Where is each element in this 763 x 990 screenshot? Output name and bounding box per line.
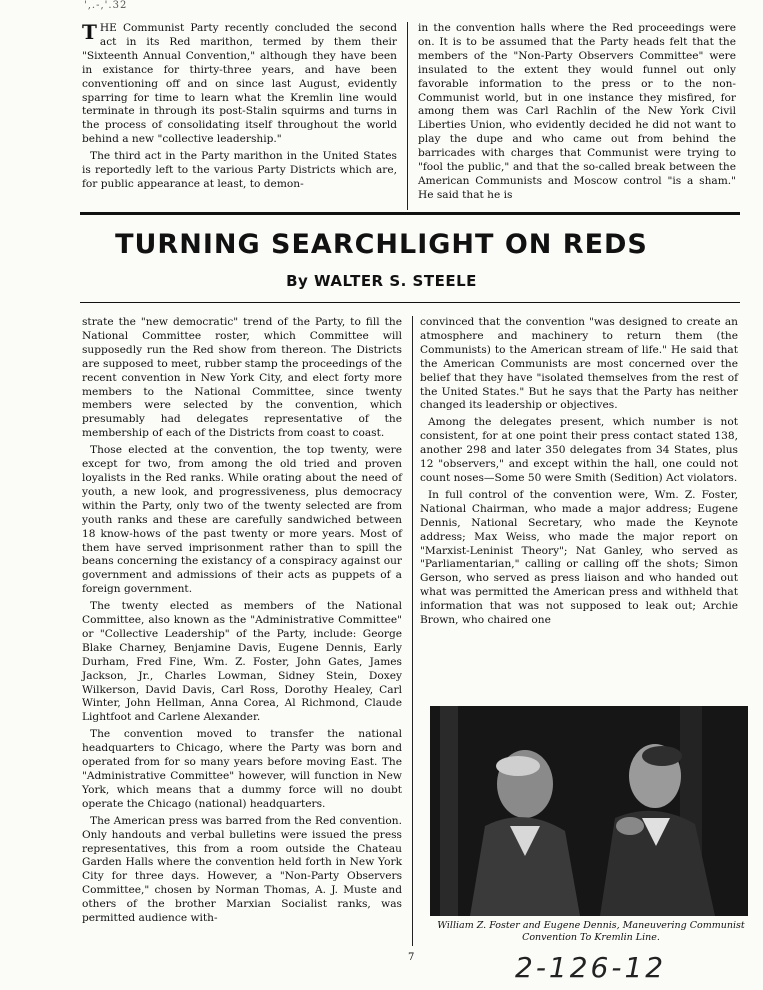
left-paragraph-2: Those elected at the convention, the top twenty, were except for two, from among the old tried and proven loyalists in the Red ranks. While orating about the need of youth, a new look, and progressiveness, plus democracy within the Party, only two of the twenty selected are from youth ranks and these are carefully sandwiched between 18 know-hows of the past twenty or more years. Most of them have served imprisonment rather than to spill the beans concerning the existancy of a conspiracy against our government and admissions of their acts as puppets of a foreign government. [82, 444, 402, 596]
top-left-column [82, 22, 397, 192]
section-rule [80, 212, 740, 215]
top-margin-mark: ',.-,'.32 [84, 0, 128, 11]
right-paragraph-3: In full control of the convention were, Wm. Z. Foster, National Chairman, who made a major address; Eugene Dennis, National Secretary, who made the Keynote address; Max Weiss, who made the major report on "Marxist-Leninist Theory"; Nat Ganley, who served as "Parliamentarian," calling or calling off the shots; Simon Gerson, who served as press liaison and who handed out what was permitted the American press and withheld that information that was not supposed to leak out; Archie Brown, who chaired one [420, 488, 738, 627]
right-paragraph-1: convinced that the convention "was designed to create an atmosphere and machinery to return them (the Communists) to the American stream of life." He said that the American Communists are most concerned over the belief that they have "isolated themselves from the rest of the United States." But he says that the Party has neither changed its leadership or objectives. [420, 316, 738, 412]
photo-caption: William Z. Foster and Eugene Dennis, Maneuvering Communist Convention To Kremlin Line. [437, 920, 745, 943]
photo-illustration [430, 706, 748, 916]
article-left-column [82, 316, 402, 926]
left-paragraph-5: The American press was barred from the Red convention. Only handouts and verbal bulletins were issued the press representatives, this from a room outside the Chateau Garden Halls where the convention held forth in New York City for three days. However, a "Non-Party Observers Committee," chosen by Norman Thomas, A. J. Muste and others of the brother Marxian Socialist ranks, was permitted audience with- [82, 814, 402, 925]
top-right-column [418, 22, 736, 203]
article-right-column [420, 316, 738, 628]
byline-rule [80, 302, 740, 303]
left-paragraph-4: The convention moved to transfer the national headquarters to Chicago, where the Party was born and operated from for so many years before moving East. The "Administrative Committee" however, will function in New York, which means that a dummy force will no doubt operate the Chicago (national) headquarters. [82, 728, 402, 810]
top-column-divider [407, 22, 408, 210]
article-column-divider [412, 316, 413, 946]
left-paragraph-3: The twenty elected as members of the National Committee, also known as the "Administrative Committee" or "Collective Leadership" of the Party, include: George Blake Charney, Benjamine Davis, Eugene Dennis, Early Durham, Fred Fine, Wm. Z. Foster, John Gates, James Jackson, Jr., Charles Lowman, Sidney Stein, Doxey Wilkerson, David Davis, Carl Ross, Dorothy Healey, Carl Winter, John Hellman, Anna Corea, Al Richmond, Claude Lightfoot and Carlene Alexander. [82, 600, 402, 724]
article-headline: TURNING SEARCHLIGHT ON REDS [115, 229, 648, 260]
convention-photo [430, 706, 748, 916]
top-left-paragraph-2: The third act in the Party marithon in the United States is reportedly left to the various Party Districts which are, for public appearance at least, to demon- [82, 150, 397, 190]
top-left-paragraph-1: HE Communist Party recently concluded the second act in its Red marithon, termed by them their "Sixteenth Annual Convention," although they have been in existance for thirty-three years, and have been conventioning off and on since last August, evidently sparring for time to learn what the Kremlin line would terminate in through its post-Stalin squirms and turns in the process of consolidating itself throughout the world behind a new "collective leadership." [82, 22, 397, 146]
left-paragraph-1: strate the "new democratic" trend of the Party, to fill the National Committee roster, which Committee will supposedly run the Red show from thereon. The Districts are supposed to meet, rubber stamp the proceedings of the recent convention in New York City, and elect forty more members to the National Committee, since twenty members were selected by the convention, which presumably had delegates representative of the membership of each of the Districts from coast to coast. [82, 316, 403, 440]
handwritten-annotation: 2-126-12 [515, 951, 667, 984]
article-byline: By WALTER S. STEELE [286, 272, 477, 290]
drop-cap: T [82, 20, 97, 44]
page-number: 7 [408, 952, 415, 963]
right-paragraph-2: Among the delegates present, which number is not consistent, for at one point their press contact stated 138, another 298 and later 350 delegates from 34 States, plus 12 "observers," and except within the hall, one could not count noses—Some 50 were Smith (Sedition) Act violators. [420, 416, 738, 484]
top-right-paragraph-1: in the convention halls where the Red proceedings were on. It is to be assumed that the Party heads felt that the members of the "Non-Party Observers Committee" were insulated to the extent they would funnel out only favorable information to the press or to the non-Communist world, but in one instance they misfired, for among them was Carl Rachlin of the New York Civil Liberties Union, who evidently decided he did not want to play the dupe and who came out from behind the barricades with charges that Communist were trying to "fool the public," and that the so-called break between the American Communists and Moscow control "is a sham." He said that he is [418, 22, 736, 201]
